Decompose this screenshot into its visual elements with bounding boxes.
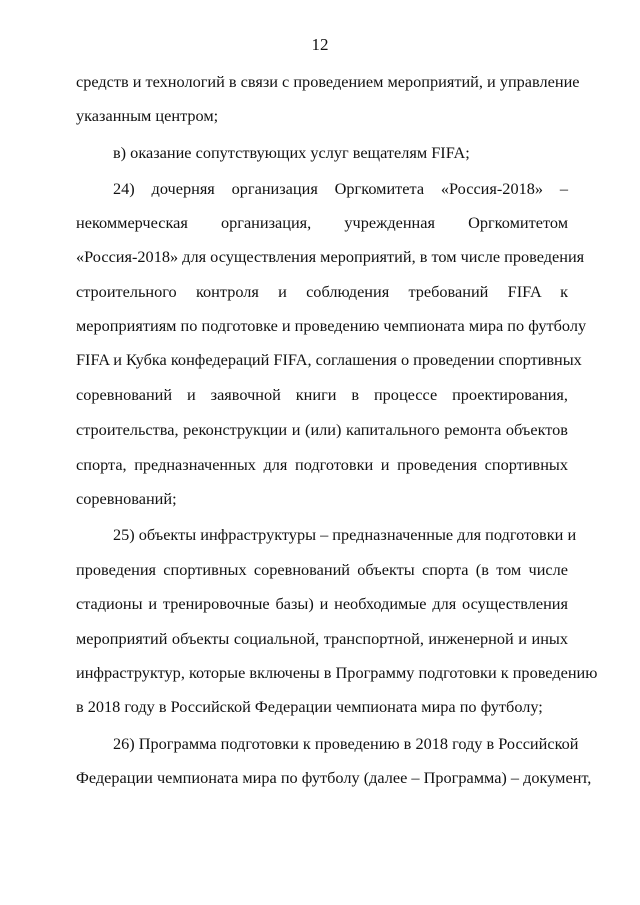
text-line: стадионы и тренировочные базы) и необходимые для осуществления [76,594,568,613]
text-line: 26) Программа подготовки к проведению в 2018 году в Российской [113,734,579,753]
text-line: указанным центром; [76,106,219,125]
text-line: средств и технологий в связи с проведением мероприятий, и управление [76,72,580,91]
text-line: «Россия-2018» для осуществления мероприятий, в том числе проведения [76,247,585,266]
text-line: спорта, предназначенных для подготовки и проведения спортивных [76,455,568,474]
text-line: проведения спортивных соревнований объекты спорта (в том числе [76,560,568,579]
text-line: строительного контроля и соблюдения требований FIFA к [76,282,568,301]
page-number: 12 [311,35,329,54]
text-line: FIFA и Кубка конфедераций FIFA, соглашения о проведении спортивных [76,350,582,369]
text-line: инфраструктур, которые включены в Программу подготовки к проведению [76,663,598,682]
text-line: мероприятий объекты социальной, транспортной, инженерной и иных [76,629,568,648]
text-line: соревнований и заявочной книги в процессе проектирования, [76,385,568,404]
text-line: Федерации чемпионата мира по футболу (далее – Программа) – документ, [76,768,592,787]
text-line: соревнований; [76,489,177,508]
text-line: в 2018 году в Российской Федерации чемпионата мира по футболу; [76,697,543,716]
text-line: в) оказание сопутствующих услуг вещателям FIFA; [113,143,470,162]
text-line: некоммерческая организация, учрежденная Оргкомитетом [76,213,568,232]
text-line: 24) дочерняя организация Оргкомитета «Россия-2018» – [113,179,568,198]
text-line: мероприятиям по подготовке и проведению чемпионата мира по футболу [76,316,587,335]
text-line: строительства, реконструкции и (или) капитального ремонта объектов [76,420,568,439]
text-line: 25) объекты инфраструктуры – предназначенные для подготовки и [113,525,577,544]
